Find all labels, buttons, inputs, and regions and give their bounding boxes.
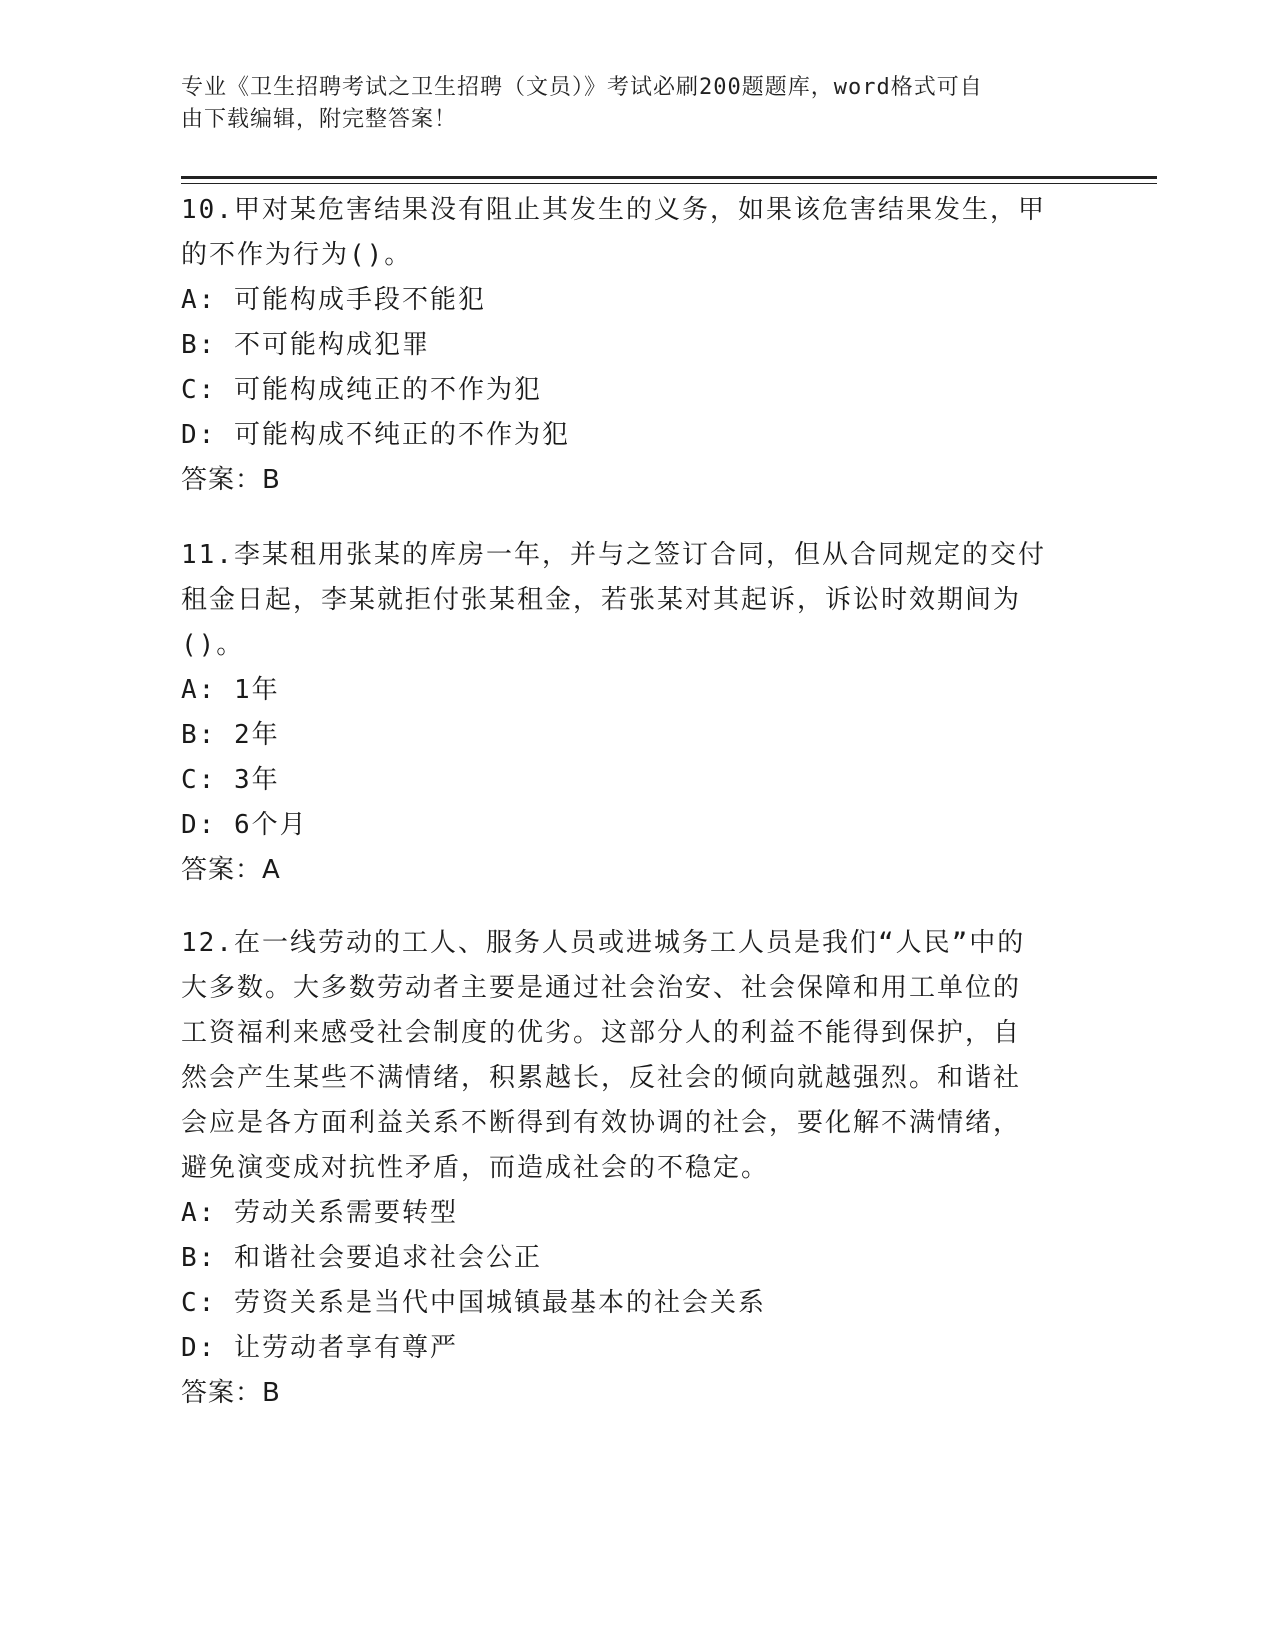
option-c: C: 可能构成纯正的不作为犯 [181, 375, 542, 405]
option-b: B: 2年 [181, 720, 280, 750]
option-d: D: 可能构成不纯正的不作为犯 [181, 420, 570, 450]
question-stem-line: 租金日起，李某就拒付张某租金，若张某对其起诉，诉讼时效期间为 [181, 585, 1022, 615]
question-11 [181, 533, 1081, 893]
document-header [181, 72, 1061, 136]
question-stem-line: 的不作为行为()。 [181, 240, 413, 270]
question-10 [181, 188, 1081, 503]
header-divider-thick [181, 176, 1157, 179]
question-stem-line: 大多数。大多数劳动者主要是通过社会治安、社会保障和用工单位的 [181, 973, 1022, 1003]
header-line-1: 专业《卫生招聘考试之卫生招聘（文员）》考试必刷200题题库，word格式可自 [181, 75, 983, 100]
question-stem-line: 工资福利来感受社会制度的优劣。这部分人的利益不能得到保护，自 [181, 1018, 1022, 1048]
option-a: A: 可能构成手段不能犯 [181, 285, 486, 315]
option-c: C: 3年 [181, 765, 280, 795]
question-stem-line: ()。 [181, 630, 245, 660]
option-a: A: 劳动关系需要转型 [181, 1198, 458, 1228]
question-stem-line: 然会产生某些不满情绪，积累越长，反社会的倾向就越强烈。和谐社 [181, 1063, 1022, 1093]
option-d: D: 让劳动者享有尊严 [181, 1333, 458, 1363]
question-stem-line: 11.李某租用张某的库房一年，并与之签订合同，但从合同规定的交付 [181, 540, 1046, 570]
answer-line: 答案：A [181, 855, 281, 885]
question-stem-line: 避免演变成对抗性矛盾，而造成社会的不稳定。 [181, 1153, 770, 1183]
option-b: B: 不可能构成犯罪 [181, 330, 430, 360]
option-b: B: 和谐社会要追求社会公正 [181, 1243, 542, 1273]
question-12 [181, 921, 1081, 1416]
option-d: D: 6个月 [181, 810, 308, 840]
answer-line: 答案：B [181, 465, 281, 495]
question-stem-line: 会应是各方面利益关系不断得到有效协调的社会，要化解不满情绪， [181, 1108, 1022, 1138]
header-divider-thin [181, 183, 1157, 184]
answer-line: 答案：B [181, 1378, 281, 1408]
question-stem-line: 10.甲对某危害结果没有阻止其发生的义务，如果该危害结果发生，甲 [181, 195, 1046, 225]
option-c: C: 劳资关系是当代中国城镇最基本的社会关系 [181, 1288, 766, 1318]
question-stem-line: 12.在一线劳动的工人、服务人员或进城务工人员是我们“人民”中的 [181, 928, 1026, 958]
option-a: A: 1年 [181, 675, 280, 705]
header-line-2: 由下载编辑，附完整答案！ [181, 107, 458, 132]
